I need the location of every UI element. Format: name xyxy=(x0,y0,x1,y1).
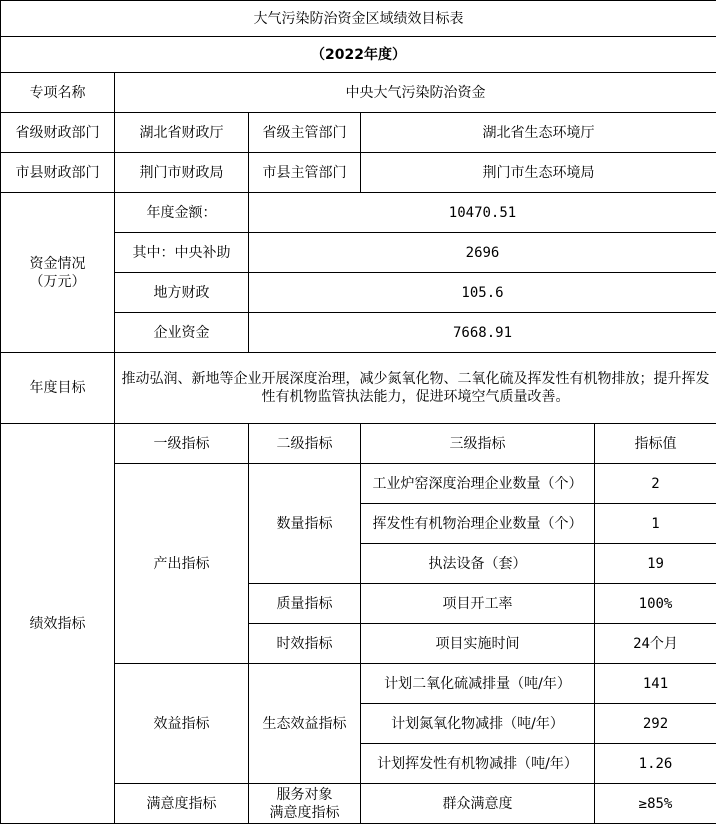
indicator-name: 项目实施时间 xyxy=(361,624,595,664)
funds-row-label: 地方财政 xyxy=(115,273,249,313)
indicator-value: ≥85% xyxy=(595,784,716,824)
indicator-value: 2 xyxy=(595,464,716,504)
funds-row-value: 105.6 xyxy=(249,273,716,313)
funds-row-label: 其中：中央补助 xyxy=(115,233,249,273)
indicator-value: 292 xyxy=(595,704,716,744)
project-label: 专项名称 xyxy=(1,73,115,113)
quality-level2: 质量指标 xyxy=(249,584,361,624)
timeliness-level2: 时效指标 xyxy=(249,624,361,664)
indicator-name: 项目开工率 xyxy=(361,584,595,624)
funds-row-label: 企业资金 xyxy=(115,313,249,353)
project-value: 中央大气污染防治资金 xyxy=(115,73,716,113)
indicator-name: 群众满意度 xyxy=(361,784,595,824)
indicator-value: 141 xyxy=(595,664,716,704)
goal-text: 推动弘润、新地等企业开展深度治理，减少氮氧化物、二氧化硫及挥发性有机物排放；提升挥发性有机物监管执法能力，促进环境空气质量改善。 xyxy=(115,353,716,424)
benefit-level2: 生态效益指标 xyxy=(249,664,361,784)
table-title: 大气污染防治资金区域绩效目标表 xyxy=(1,1,716,37)
output-level1: 产出指标 xyxy=(115,464,249,664)
quantity-level2: 数量指标 xyxy=(249,464,361,584)
province-finance-label: 省级财政部门 xyxy=(1,113,115,153)
city-dept-label: 市县主管部门 xyxy=(249,153,361,193)
funds-row-value: 2696 xyxy=(249,233,716,273)
header-level1: 一级指标 xyxy=(115,424,249,464)
satisfaction-level1: 满意度指标 xyxy=(115,784,249,824)
header-level3: 三级指标 xyxy=(361,424,595,464)
satisfaction-level2: 服务对象 满意度指标 xyxy=(249,784,361,824)
indicator-name: 计划二氧化硫减排量（吨/年） xyxy=(361,664,595,704)
indicator-name: 计划挥发性有机物减排（吨/年） xyxy=(361,744,595,784)
indicator-name: 挥发性有机物治理企业数量（个） xyxy=(361,504,595,544)
indicator-value: 19 xyxy=(595,544,716,584)
indicator-value: 1 xyxy=(595,504,716,544)
indicator-name: 工业炉窑深度治理企业数量（个） xyxy=(361,464,595,504)
province-finance-value: 湖北省财政厅 xyxy=(115,113,249,153)
indicator-name: 执法设备（套） xyxy=(361,544,595,584)
funds-row-label: 年度金额： xyxy=(115,193,249,233)
benefit-level1: 效益指标 xyxy=(115,664,249,784)
year-label: （2022年度） xyxy=(1,37,716,73)
goal-label: 年度目标 xyxy=(1,353,115,424)
funds-label: 资金情况 （万元） xyxy=(1,193,115,353)
province-dept-value: 湖北省生态环境厅 xyxy=(361,113,716,153)
province-dept-label: 省级主管部门 xyxy=(249,113,361,153)
funds-row-value: 7668.91 xyxy=(249,313,716,353)
indicator-value: 24个月 xyxy=(595,624,716,664)
indicator-name: 计划氮氧化物减排（吨/年） xyxy=(361,704,595,744)
performance-label: 绩效指标 xyxy=(1,424,115,824)
indicator-value: 1.26 xyxy=(595,744,716,784)
city-dept-value: 荆门市生态环境局 xyxy=(361,153,716,193)
city-finance-value: 荆门市财政局 xyxy=(115,153,249,193)
city-finance-label: 市县财政部门 xyxy=(1,153,115,193)
header-value: 指标值 xyxy=(595,424,716,464)
funds-row-value: 10470.51 xyxy=(249,193,716,233)
header-level2: 二级指标 xyxy=(249,424,361,464)
indicator-value: 100% xyxy=(595,584,716,624)
